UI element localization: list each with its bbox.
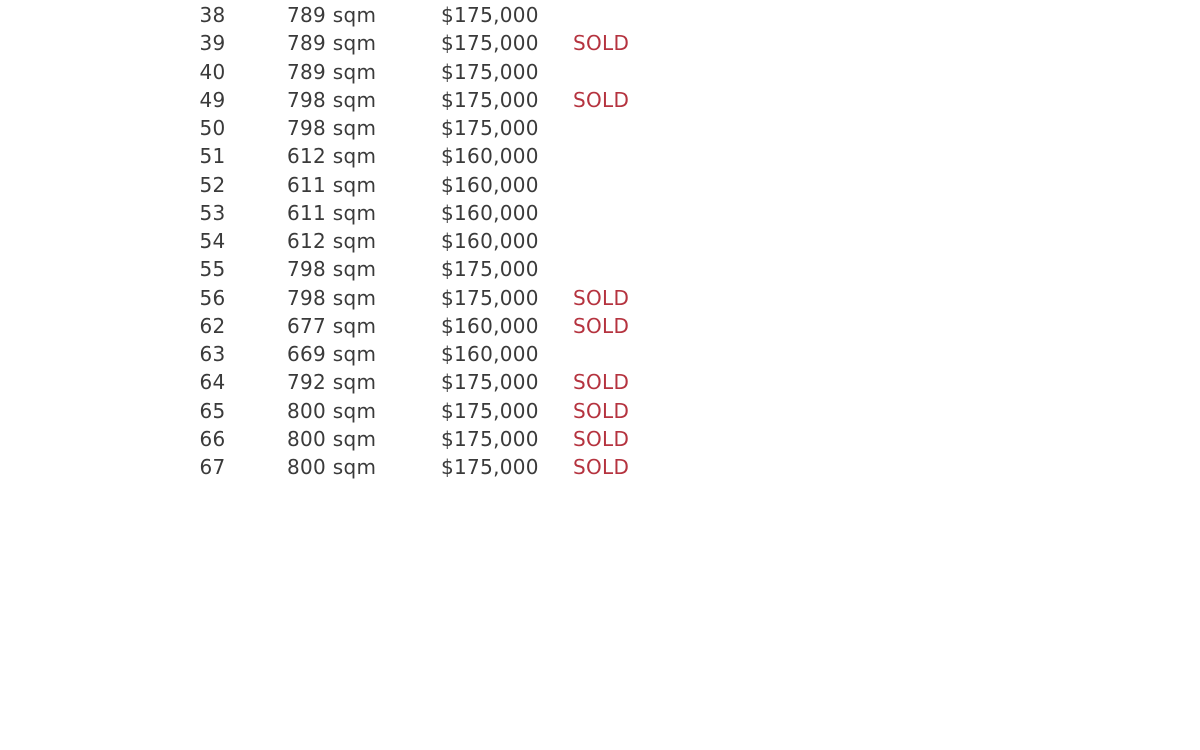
- sold-status: SOLD: [573, 398, 630, 423]
- lot-number: 38: [199, 3, 226, 27]
- sold-status: SOLD: [573, 87, 630, 112]
- lot-number: 65: [199, 398, 226, 423]
- lot-number: 62: [199, 313, 226, 338]
- table-row: [0, 198, 1200, 226]
- sold-status: SOLD: [573, 31, 630, 56]
- table-row: [0, 367, 1200, 395]
- table-row: [0, 396, 1200, 424]
- lot-area: 677 sqm: [287, 313, 377, 338]
- lot-price: $160,000: [441, 200, 539, 225]
- table-row: [0, 226, 1200, 254]
- lot-area: 789 sqm: [287, 31, 377, 56]
- lot-price: $175,000: [441, 455, 539, 479]
- lot-price: $175,000: [441, 31, 539, 56]
- lot-price: $175,000: [441, 3, 539, 27]
- table-row: [0, 311, 1200, 339]
- lot-area: 798 sqm: [287, 87, 377, 112]
- lot-number: 40: [199, 59, 226, 84]
- lot-price: $175,000: [441, 116, 539, 140]
- table-row: [0, 170, 1200, 198]
- lot-price: $175,000: [441, 87, 539, 112]
- lot-price: $160,000: [441, 229, 539, 253]
- lot-price: $175,000: [441, 285, 539, 310]
- sold-status: SOLD: [573, 426, 630, 451]
- lot-area: 789 sqm: [287, 3, 377, 27]
- lot-number: 64: [199, 370, 226, 395]
- lot-number: 49: [199, 87, 226, 112]
- sold-status: SOLD: [573, 455, 630, 479]
- lot-price: $175,000: [441, 59, 539, 84]
- lot-area: 611 sqm: [287, 200, 377, 225]
- lot-area: 792 sqm: [287, 370, 377, 395]
- lot-number: 63: [199, 342, 226, 366]
- lot-number: 66: [199, 426, 226, 451]
- table-row: [0, 141, 1200, 169]
- lot-area: 800 sqm: [287, 455, 377, 479]
- lot-price: $160,000: [441, 313, 539, 338]
- table-row: [0, 424, 1200, 452]
- lot-area: 798 sqm: [287, 285, 377, 310]
- table-row: [0, 57, 1200, 85]
- table-row: [0, 113, 1200, 141]
- lot-area: 789 sqm: [287, 59, 377, 84]
- lot-price: $175,000: [441, 398, 539, 423]
- lot-area: 798 sqm: [287, 116, 377, 140]
- lot-area: 800 sqm: [287, 398, 377, 423]
- lot-price: $160,000: [441, 172, 539, 197]
- lot-price: $175,000: [441, 426, 539, 451]
- table-row: [0, 254, 1200, 282]
- lot-price: $160,000: [441, 144, 539, 169]
- lot-number: 52: [199, 172, 226, 197]
- lot-number: 50: [199, 116, 226, 140]
- lot-price: $175,000: [441, 370, 539, 395]
- lot-area: 611 sqm: [287, 172, 377, 197]
- lot-number: 54: [199, 229, 226, 253]
- lot-number: 56: [199, 285, 226, 310]
- sold-status: SOLD: [573, 370, 630, 395]
- sold-status: SOLD: [573, 285, 630, 310]
- lot-area: 798 sqm: [287, 257, 377, 282]
- table-row: [0, 28, 1200, 56]
- lot-price: $175,000: [441, 257, 539, 282]
- lot-area: 669 sqm: [287, 342, 377, 366]
- lot-area: 800 sqm: [287, 426, 377, 451]
- table-row: [0, 0, 1200, 28]
- table-row: [0, 85, 1200, 113]
- lot-price: $160,000: [441, 342, 539, 366]
- lot-number: 55: [199, 257, 226, 282]
- lot-number: 67: [199, 455, 226, 479]
- lot-number: 51: [199, 144, 226, 169]
- sold-status: SOLD: [573, 313, 630, 338]
- lot-number: 39: [199, 31, 226, 56]
- table-row: [0, 283, 1200, 311]
- table-row: [0, 339, 1200, 367]
- table-row: [0, 452, 1200, 480]
- lot-number: 53: [199, 200, 226, 225]
- lot-area: 612 sqm: [287, 144, 377, 169]
- lot-area: 612 sqm: [287, 229, 377, 253]
